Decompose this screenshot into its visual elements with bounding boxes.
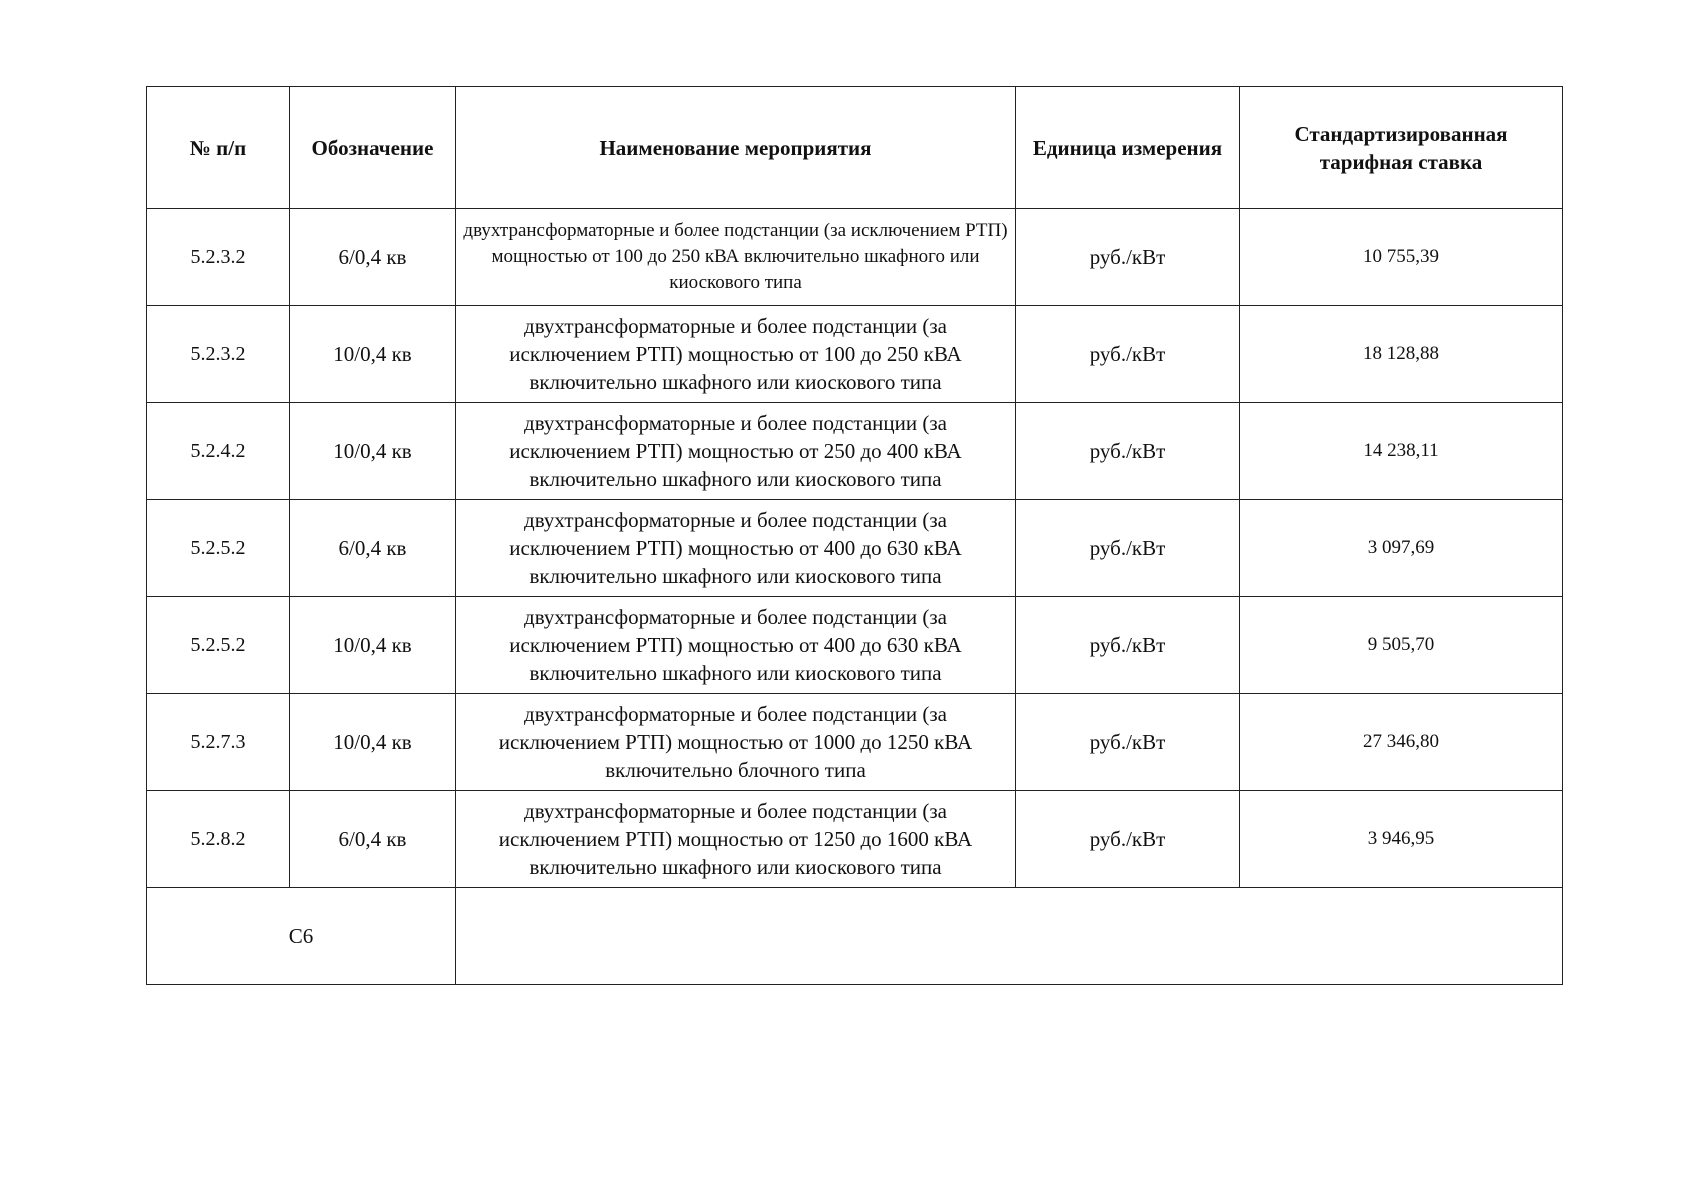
- footer-label: С6: [147, 888, 456, 985]
- header-unit: Единица измерения: [1016, 87, 1240, 209]
- row-code: 6/0,4 кв: [290, 209, 456, 306]
- row-rate: 18 128,88: [1240, 306, 1563, 403]
- row-rate: 27 346,80: [1240, 694, 1563, 791]
- row-rate: 9 505,70: [1240, 597, 1563, 694]
- table-row: [147, 500, 1563, 597]
- table-row: [147, 791, 1563, 888]
- row-unit: руб./кВт: [1016, 403, 1240, 500]
- row-num: 5.2.8.2: [147, 791, 290, 888]
- row-rate: 14 238,11: [1240, 403, 1563, 500]
- row-code: 10/0,4 кв: [290, 403, 456, 500]
- row-num: 5.2.4.2: [147, 403, 290, 500]
- row-name: двухтрансформаторные и более подстанции (за исключением РТП) мощностью от 250 до 400 кВА включительно шкафного или киоскового типа: [456, 403, 1016, 500]
- row-code: 6/0,4 кв: [290, 791, 456, 888]
- row-name: двухтрансформаторные и более подстанции (за исключением РТП) мощностью от 1250 до 1600 кВА включительно шкафного или киоскового типа: [456, 791, 1016, 888]
- row-name: двухтрансформаторные и более подстанции (за исключением РТП) мощностью от 100 до 250 кВА включительно шкафного или киоскового типа: [456, 306, 1016, 403]
- row-code: 6/0,4 кв: [290, 500, 456, 597]
- row-code: 10/0,4 кв: [290, 306, 456, 403]
- row-num: 5.2.5.2: [147, 597, 290, 694]
- row-unit: руб./кВт: [1016, 694, 1240, 791]
- row-name: двухтрансформаторные и более подстанции (за исключением РТП) мощностью от 400 до 630 кВА включительно шкафного или киоскового типа: [456, 597, 1016, 694]
- row-name: двухтрансформаторные и более подстанции (за исключением РТП) мощностью от 100 до 250 кВА включительно шкафного или киоскового типа: [456, 209, 1016, 306]
- row-code: 10/0,4 кв: [290, 694, 456, 791]
- table-row: [147, 306, 1563, 403]
- row-num: 5.2.5.2: [147, 500, 290, 597]
- row-unit: руб./кВт: [1016, 791, 1240, 888]
- table-row: [147, 403, 1563, 500]
- tariff-table: [146, 86, 1563, 985]
- row-num: 5.2.7.3: [147, 694, 290, 791]
- table-row: [147, 694, 1563, 791]
- row-rate: 10 755,39: [1240, 209, 1563, 306]
- row-unit: руб./кВт: [1016, 209, 1240, 306]
- row-num: 5.2.3.2: [147, 209, 290, 306]
- row-unit: руб./кВт: [1016, 597, 1240, 694]
- footer-value: [456, 888, 1563, 985]
- header-name: Наименование мероприятия: [456, 87, 1016, 209]
- row-rate: 3 097,69: [1240, 500, 1563, 597]
- row-unit: руб./кВт: [1016, 500, 1240, 597]
- table-row: [147, 597, 1563, 694]
- header-num: № п/п: [147, 87, 290, 209]
- footer-row: [147, 888, 1563, 985]
- row-rate: 3 946,95: [1240, 791, 1563, 888]
- row-code: 10/0,4 кв: [290, 597, 456, 694]
- row-name: двухтрансформаторные и более подстанции (за исключением РТП) мощностью от 400 до 630 кВА включительно шкафного или киоскового типа: [456, 500, 1016, 597]
- header-code: Обозначение: [290, 87, 456, 209]
- row-unit: руб./кВт: [1016, 306, 1240, 403]
- row-name: двухтрансформаторные и более подстанции (за исключением РТП) мощностью от 1000 до 1250 кВА включительно блочного типа: [456, 694, 1016, 791]
- header-row: [147, 87, 1563, 209]
- table-row: [147, 209, 1563, 306]
- header-rate: Стандартизированная тарифная ставка: [1240, 87, 1563, 209]
- row-num: 5.2.3.2: [147, 306, 290, 403]
